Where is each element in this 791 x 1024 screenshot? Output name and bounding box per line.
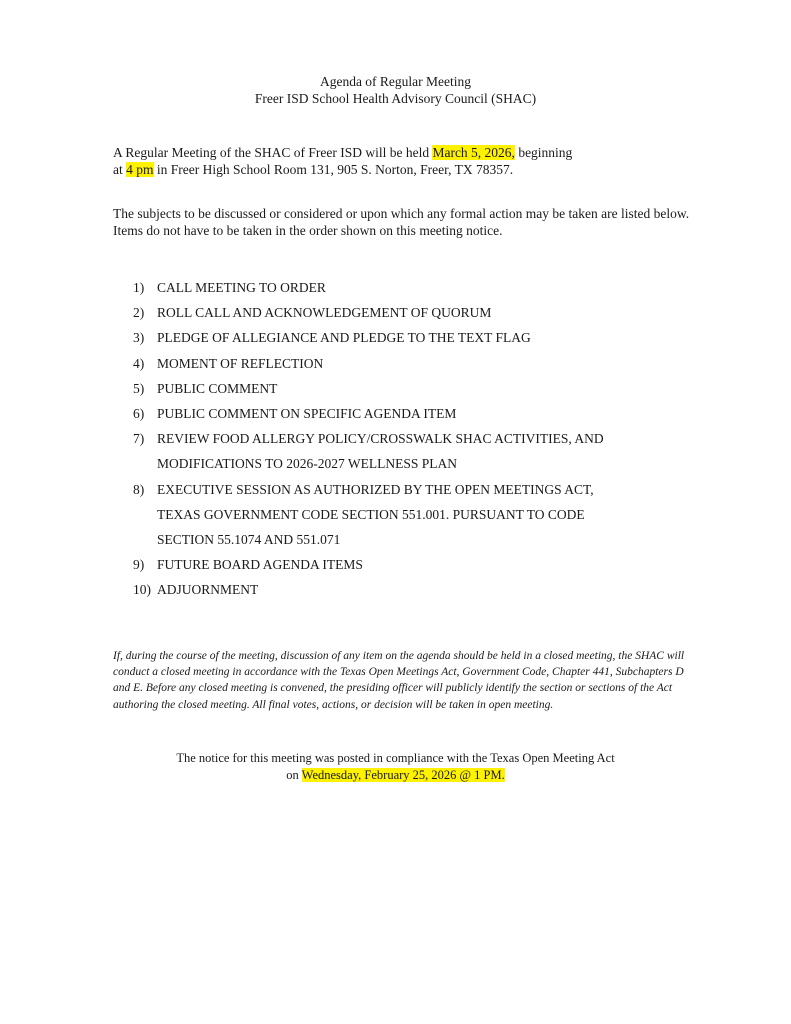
agenda-item-line: REVIEW FOOD ALLERGY POLICY/CROSSWALK SHAC ACTIVITIES, AND: [157, 431, 604, 447]
posted-prefix: on: [286, 767, 302, 782]
agenda-item-line: PLEDGE OF ALLEGIANCE AND PLEDGE TO THE TEXT FLAG: [157, 330, 531, 346]
agenda-item-number: 10): [133, 582, 151, 598]
agenda-item-line: FUTURE BOARD AGENDA ITEMS: [157, 557, 363, 573]
agenda-item: [133, 477, 693, 553]
intro-text: beginning: [514, 145, 573, 160]
agenda-item-line: ADJUORNMENT: [157, 582, 259, 598]
agenda-item: [133, 275, 693, 300]
meeting-location: in Freer High School Room 131, 905 S. Norton, Freer, TX 78357.: [153, 162, 514, 177]
agenda-item-number: 5): [133, 380, 145, 396]
agenda-item-line: CALL MEETING TO ORDER: [157, 280, 326, 295]
agenda-item: [133, 325, 693, 350]
agenda-item-line: ROLL CALL AND ACKNOWLEDGEMENT OF QUORUM: [157, 305, 492, 321]
meeting-date-highlight: March 5, 2026,: [432, 145, 515, 160]
agenda-item: [133, 300, 693, 325]
agenda-item-text: [157, 477, 693, 553]
agenda-item-line: PUBLIC COMMENT: [157, 380, 278, 396]
subjects-paragraph: The subjects to be discussed or considered or upon which any formal action may be taken are listed below. Items do not have to be taken in the order shown on this meeting notice.: [113, 206, 690, 238]
agenda-item-line: MOMENT OF REFLECTION: [157, 355, 324, 371]
agenda-item-number: 9): [133, 557, 145, 573]
agenda-item-text: [157, 325, 693, 350]
agenda-item-text: [157, 552, 693, 577]
agenda-list: [133, 275, 693, 603]
intro-text: A Regular Meeting of the SHAC of Freer ISD will be held: [113, 145, 433, 160]
agenda-item: [133, 426, 693, 476]
agenda-item-number: 7): [133, 431, 145, 447]
agenda-item-line: MODIFICATIONS TO 2026-2027 WELLNESS PLAN: [157, 456, 458, 472]
agenda-item-line: EXECUTIVE SESSION AS AUTHORIZED BY THE OPEN MEETINGS ACT,: [157, 481, 594, 497]
meeting-intro: [113, 144, 693, 178]
agenda-item: [133, 552, 693, 577]
agenda-item-text: [157, 351, 693, 376]
agenda-item: [133, 577, 693, 602]
agenda-item-text: [157, 426, 693, 476]
agenda-item-line: SECTION 55.1074 AND 551.071: [157, 532, 341, 548]
agenda-item-number: 4): [133, 355, 145, 371]
agenda-item: [133, 351, 693, 376]
posted-notice-line: The notice for this meeting was posted in compliance with the Texas Open Meeting Act: [176, 751, 615, 765]
agenda-item-number: 6): [133, 406, 145, 422]
agenda-item-number: 1): [133, 280, 145, 295]
agenda-item: [133, 376, 693, 401]
header-subtitle: Freer ISD School Health Advisory Council (SHAC): [254, 91, 537, 106]
agenda-item-line: TEXAS GOVERNMENT CODE SECTION 551.001. PURSUANT TO CODE: [157, 506, 585, 522]
agenda-item-text: [157, 275, 693, 300]
agenda-item-text: [157, 300, 693, 325]
agenda-item-text: [157, 401, 693, 426]
intro-text: at: [113, 162, 127, 177]
meeting-time-highlight: 4 pm: [126, 162, 154, 177]
agenda-item: [133, 401, 693, 426]
posted-date-highlight: Wednesday, February 25, 2026 @ 1 PM.: [301, 767, 505, 782]
agenda-item-number: 2): [133, 305, 145, 321]
agenda-item-text: [157, 577, 693, 602]
agenda-item-number: 3): [133, 330, 145, 346]
closed-meeting-note: If, during the course of the meeting, discussion of any item on the agenda should be held in a closed meeting, the SHAC will conduct a closed meeting in accordance with the Texas Open Meetings Act, Government Code, Chapter 441, Subchapters D and E. Before any closed meeting is convened, the presiding officer will publicly identify the section or sections of the Act authoring the closed meeting. All final votes, actions, or decision will be taken in open meeting.: [113, 650, 685, 711]
header-title: Agenda of Regular Meeting: [319, 74, 472, 89]
agenda-item-text: [157, 376, 693, 401]
agenda-item-line: PUBLIC COMMENT ON SPECIFIC AGENDA ITEM: [157, 406, 457, 422]
posted-notice: [0, 750, 791, 783]
agenda-item-number: 8): [133, 481, 145, 497]
posted-notice-date-line: [0, 767, 791, 784]
document-header: [0, 73, 791, 107]
